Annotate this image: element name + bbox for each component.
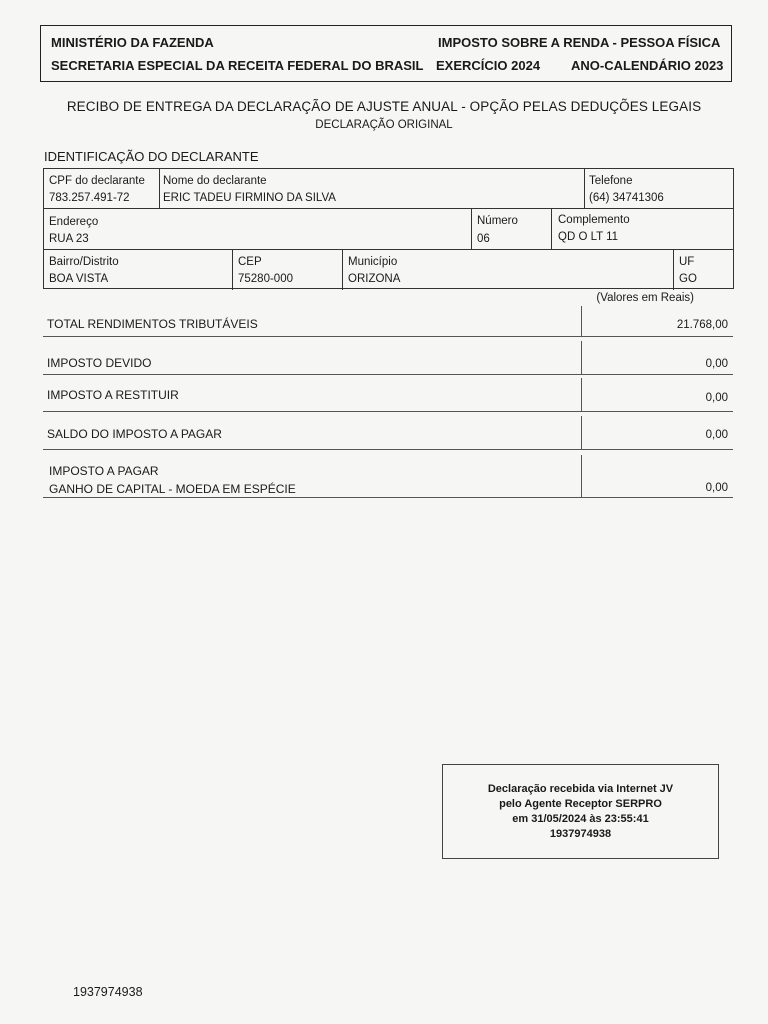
document-subtitle: DECLARAÇÃO ORIGINAL xyxy=(315,119,453,131)
phone-label: Telefone xyxy=(589,175,633,187)
stamp-line: em 31/05/2024 às 23:55:41 xyxy=(512,813,649,825)
footer-number: 1937974938 xyxy=(73,985,143,999)
cpf-label: CPF do declarante xyxy=(49,175,145,187)
secretariat-name: SECRETARIA ESPECIAL DA RECEITA FEDERAL DO BRASIL xyxy=(51,58,424,73)
summary-label: TOTAL RENDIMENTOS TRIBUTÁVEIS xyxy=(47,317,258,331)
summary-label: SALDO DO IMPOSTO A PAGAR xyxy=(47,427,222,441)
identification-row xyxy=(44,169,733,208)
document-title: RECIBO DE ENTREGA DA DECLARAÇÃO DE AJUSTE ANUAL - OPÇÃO PELAS DEDUÇÕES LEGAIS xyxy=(66,99,702,114)
column-divider xyxy=(581,306,582,336)
summary-row-tax-refund xyxy=(43,378,733,412)
uf-value: GO xyxy=(679,273,697,285)
calendar-year: ANO-CALENDÁRIO 2023 xyxy=(571,58,724,73)
summary-value: 0,00 xyxy=(705,358,728,370)
summary-label: IMPOSTO A RESTITUIR xyxy=(47,388,179,402)
column-divider xyxy=(581,378,582,411)
district-value: BOA VISTA xyxy=(49,273,109,285)
summary-row-balance-due xyxy=(43,416,733,450)
document-header xyxy=(40,25,732,82)
summary-value: 0,00 xyxy=(705,392,728,404)
number-value: 06 xyxy=(477,233,490,245)
column-divider xyxy=(581,416,582,449)
name-label: Nome do declarante xyxy=(163,175,267,187)
cpf-field xyxy=(44,169,159,208)
stamp-line: Declaração recebida via Internet JV xyxy=(487,783,674,795)
cep-value: 75280-000 xyxy=(238,273,293,285)
summary-value: 21.768,00 xyxy=(676,319,728,331)
identification-heading: IDENTIFICAÇÃO DO DECLARANTE xyxy=(44,149,259,164)
ministry-name: MINISTÉRIO DA FAZENDA xyxy=(51,35,214,50)
summary-label: IMPOSTO A PAGAR xyxy=(49,464,159,478)
district-label: Bairro/Distrito xyxy=(49,256,119,268)
summary-value: 0,00 xyxy=(705,429,728,441)
city-field xyxy=(342,250,673,290)
identification-row xyxy=(44,249,733,290)
identification-table xyxy=(43,168,734,289)
column-divider xyxy=(581,341,582,374)
identification-row xyxy=(44,208,733,250)
city-label: Município xyxy=(348,256,398,268)
exercise-year: EXERCÍCIO 2024 xyxy=(436,58,541,73)
complement-field xyxy=(551,209,734,250)
district-field xyxy=(44,250,232,290)
uf-label: UF xyxy=(679,256,695,268)
cep-label: CEP xyxy=(238,256,262,268)
column-divider xyxy=(581,455,582,497)
city-value: ORIZONA xyxy=(348,273,401,285)
stamp-line: pelo Agente Receptor SERPRO xyxy=(499,798,662,810)
cep-field xyxy=(232,250,342,290)
cpf-value: 783.257.491-72 xyxy=(49,192,130,204)
summary-label: IMPOSTO DEVIDO xyxy=(47,356,152,370)
complement-value: QD O LT 11 xyxy=(558,231,619,243)
phone-value: (64) 34741306 xyxy=(589,192,664,204)
number-label: Número xyxy=(477,215,518,227)
address-field xyxy=(44,209,471,250)
uf-field xyxy=(673,250,734,290)
values-note: (Valores em Reais) xyxy=(596,292,694,304)
address-value: RUA 23 xyxy=(49,233,89,245)
complement-label: Complemento xyxy=(558,214,630,226)
number-field xyxy=(471,209,551,250)
summary-row-capital-gain xyxy=(43,455,733,498)
stamp-line: 1937974938 xyxy=(549,828,612,840)
summary-value: 0,00 xyxy=(705,482,728,494)
summary-sublabel: GANHO DE CAPITAL - MOEDA EM ESPÉCIE xyxy=(49,482,296,496)
tax-type: IMPOSTO SOBRE A RENDA - PESSOA FÍSICA xyxy=(438,35,721,50)
name-field xyxy=(159,169,584,208)
summary-row-tax-due xyxy=(43,341,733,375)
phone-field xyxy=(584,169,734,208)
address-label: Endereço xyxy=(49,216,99,228)
name-value: ERIC TADEU FIRMINO DA SILVA xyxy=(163,192,336,204)
receipt-stamp xyxy=(442,764,719,859)
summary-row-total-income xyxy=(43,306,733,337)
